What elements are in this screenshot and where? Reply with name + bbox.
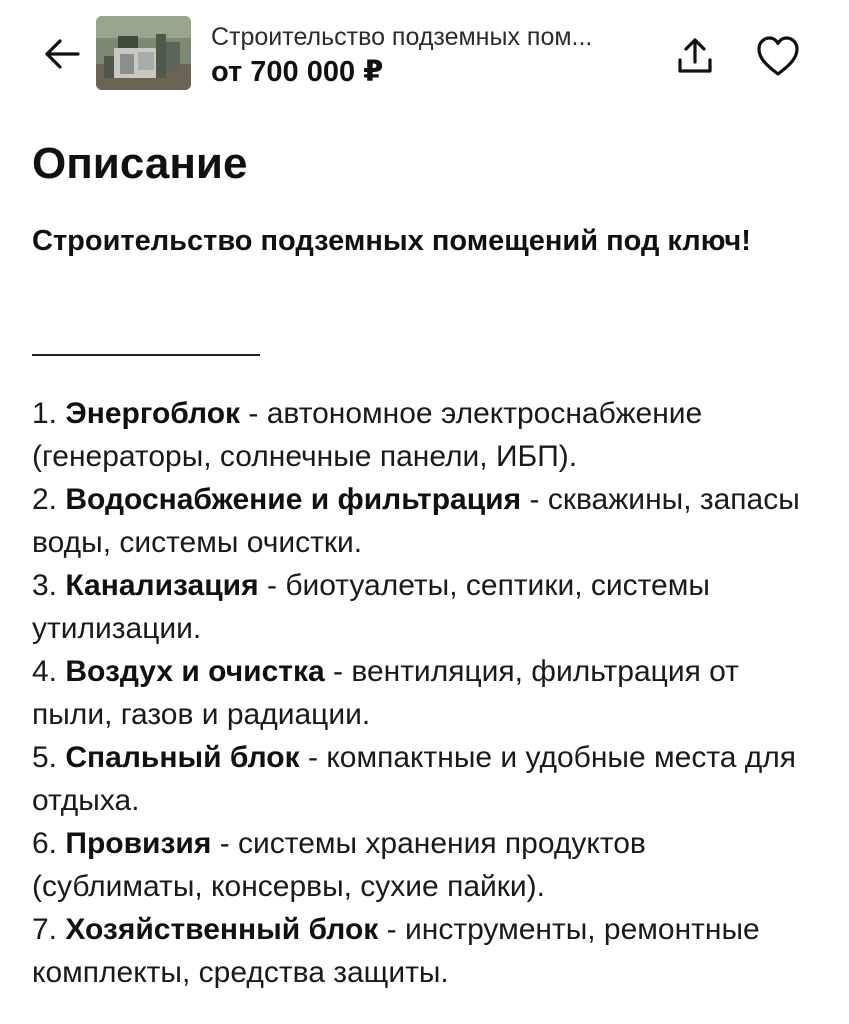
feature-title: Водоснабжение и фильтрация xyxy=(65,483,522,516)
description-heading: Описание xyxy=(32,139,248,188)
feature-item xyxy=(32,822,822,908)
feature-number: 5. xyxy=(32,741,58,774)
feature-text: компактные и удобные места для отдыха. xyxy=(32,741,797,817)
feature-list xyxy=(32,392,822,994)
description-subtitle: Строительство подземных помещений под ключ! xyxy=(32,225,751,257)
feature-text: автономное электроснабжение (генераторы, солнечные панели, ИБП). xyxy=(32,397,703,473)
feature-text: скважины, запасы воды, системы очистки. xyxy=(32,483,800,559)
feature-number: 2. xyxy=(32,483,58,516)
favorite-button[interactable] xyxy=(752,32,804,80)
feature-title: Провизия xyxy=(65,827,212,860)
listing-photo xyxy=(96,16,191,90)
feature-text: системы хранения продуктов (сублиматы, консервы, сухие пайки). xyxy=(32,827,646,903)
feature-number: 1. xyxy=(32,397,58,430)
feature-text: биотуалеты, септики, системы утилизации. xyxy=(32,569,710,645)
feature-item xyxy=(32,908,822,994)
feature-dash: - xyxy=(386,913,397,946)
share-button[interactable] xyxy=(672,34,718,80)
feature-dash: - xyxy=(219,827,230,860)
back-button[interactable] xyxy=(40,32,84,76)
feature-item xyxy=(32,478,822,564)
feature-dash: - xyxy=(248,397,259,430)
feature-text: инструменты, ремонтные комплекты, средства защиты. xyxy=(32,913,760,989)
divider-line xyxy=(32,354,260,356)
feature-title: Спальный блок xyxy=(65,741,300,774)
feature-title: Энергоблок xyxy=(65,397,241,430)
feature-item xyxy=(32,736,822,822)
listing-header xyxy=(0,0,849,112)
feature-item xyxy=(32,650,822,736)
feature-number: 3. xyxy=(32,569,58,602)
feature-item xyxy=(32,564,822,650)
feature-text: вентиляция, фильтрация от пыли, газов и радиации. xyxy=(32,655,739,731)
listing-price: от 700 000 ₽ xyxy=(211,56,384,88)
feature-number: 7. xyxy=(32,913,58,946)
feature-title: Хозяйственный блок xyxy=(65,913,379,946)
feature-number: 4. xyxy=(32,655,58,688)
feature-title: Воздух и очистка xyxy=(65,655,325,688)
feature-title: Канализация xyxy=(65,569,259,602)
heart-icon xyxy=(752,32,804,80)
feature-dash: - xyxy=(529,483,540,516)
arrow-left-icon xyxy=(40,32,84,76)
listing-thumbnail[interactable] xyxy=(96,16,191,90)
feature-number: 6. xyxy=(32,827,58,860)
feature-item xyxy=(32,392,822,478)
feature-dash: - xyxy=(266,569,277,602)
share-icon xyxy=(672,34,718,80)
feature-dash: - xyxy=(308,741,318,774)
feature-dash: - xyxy=(333,655,343,688)
listing-title[interactable]: Строительство подземных пом... xyxy=(211,23,593,51)
